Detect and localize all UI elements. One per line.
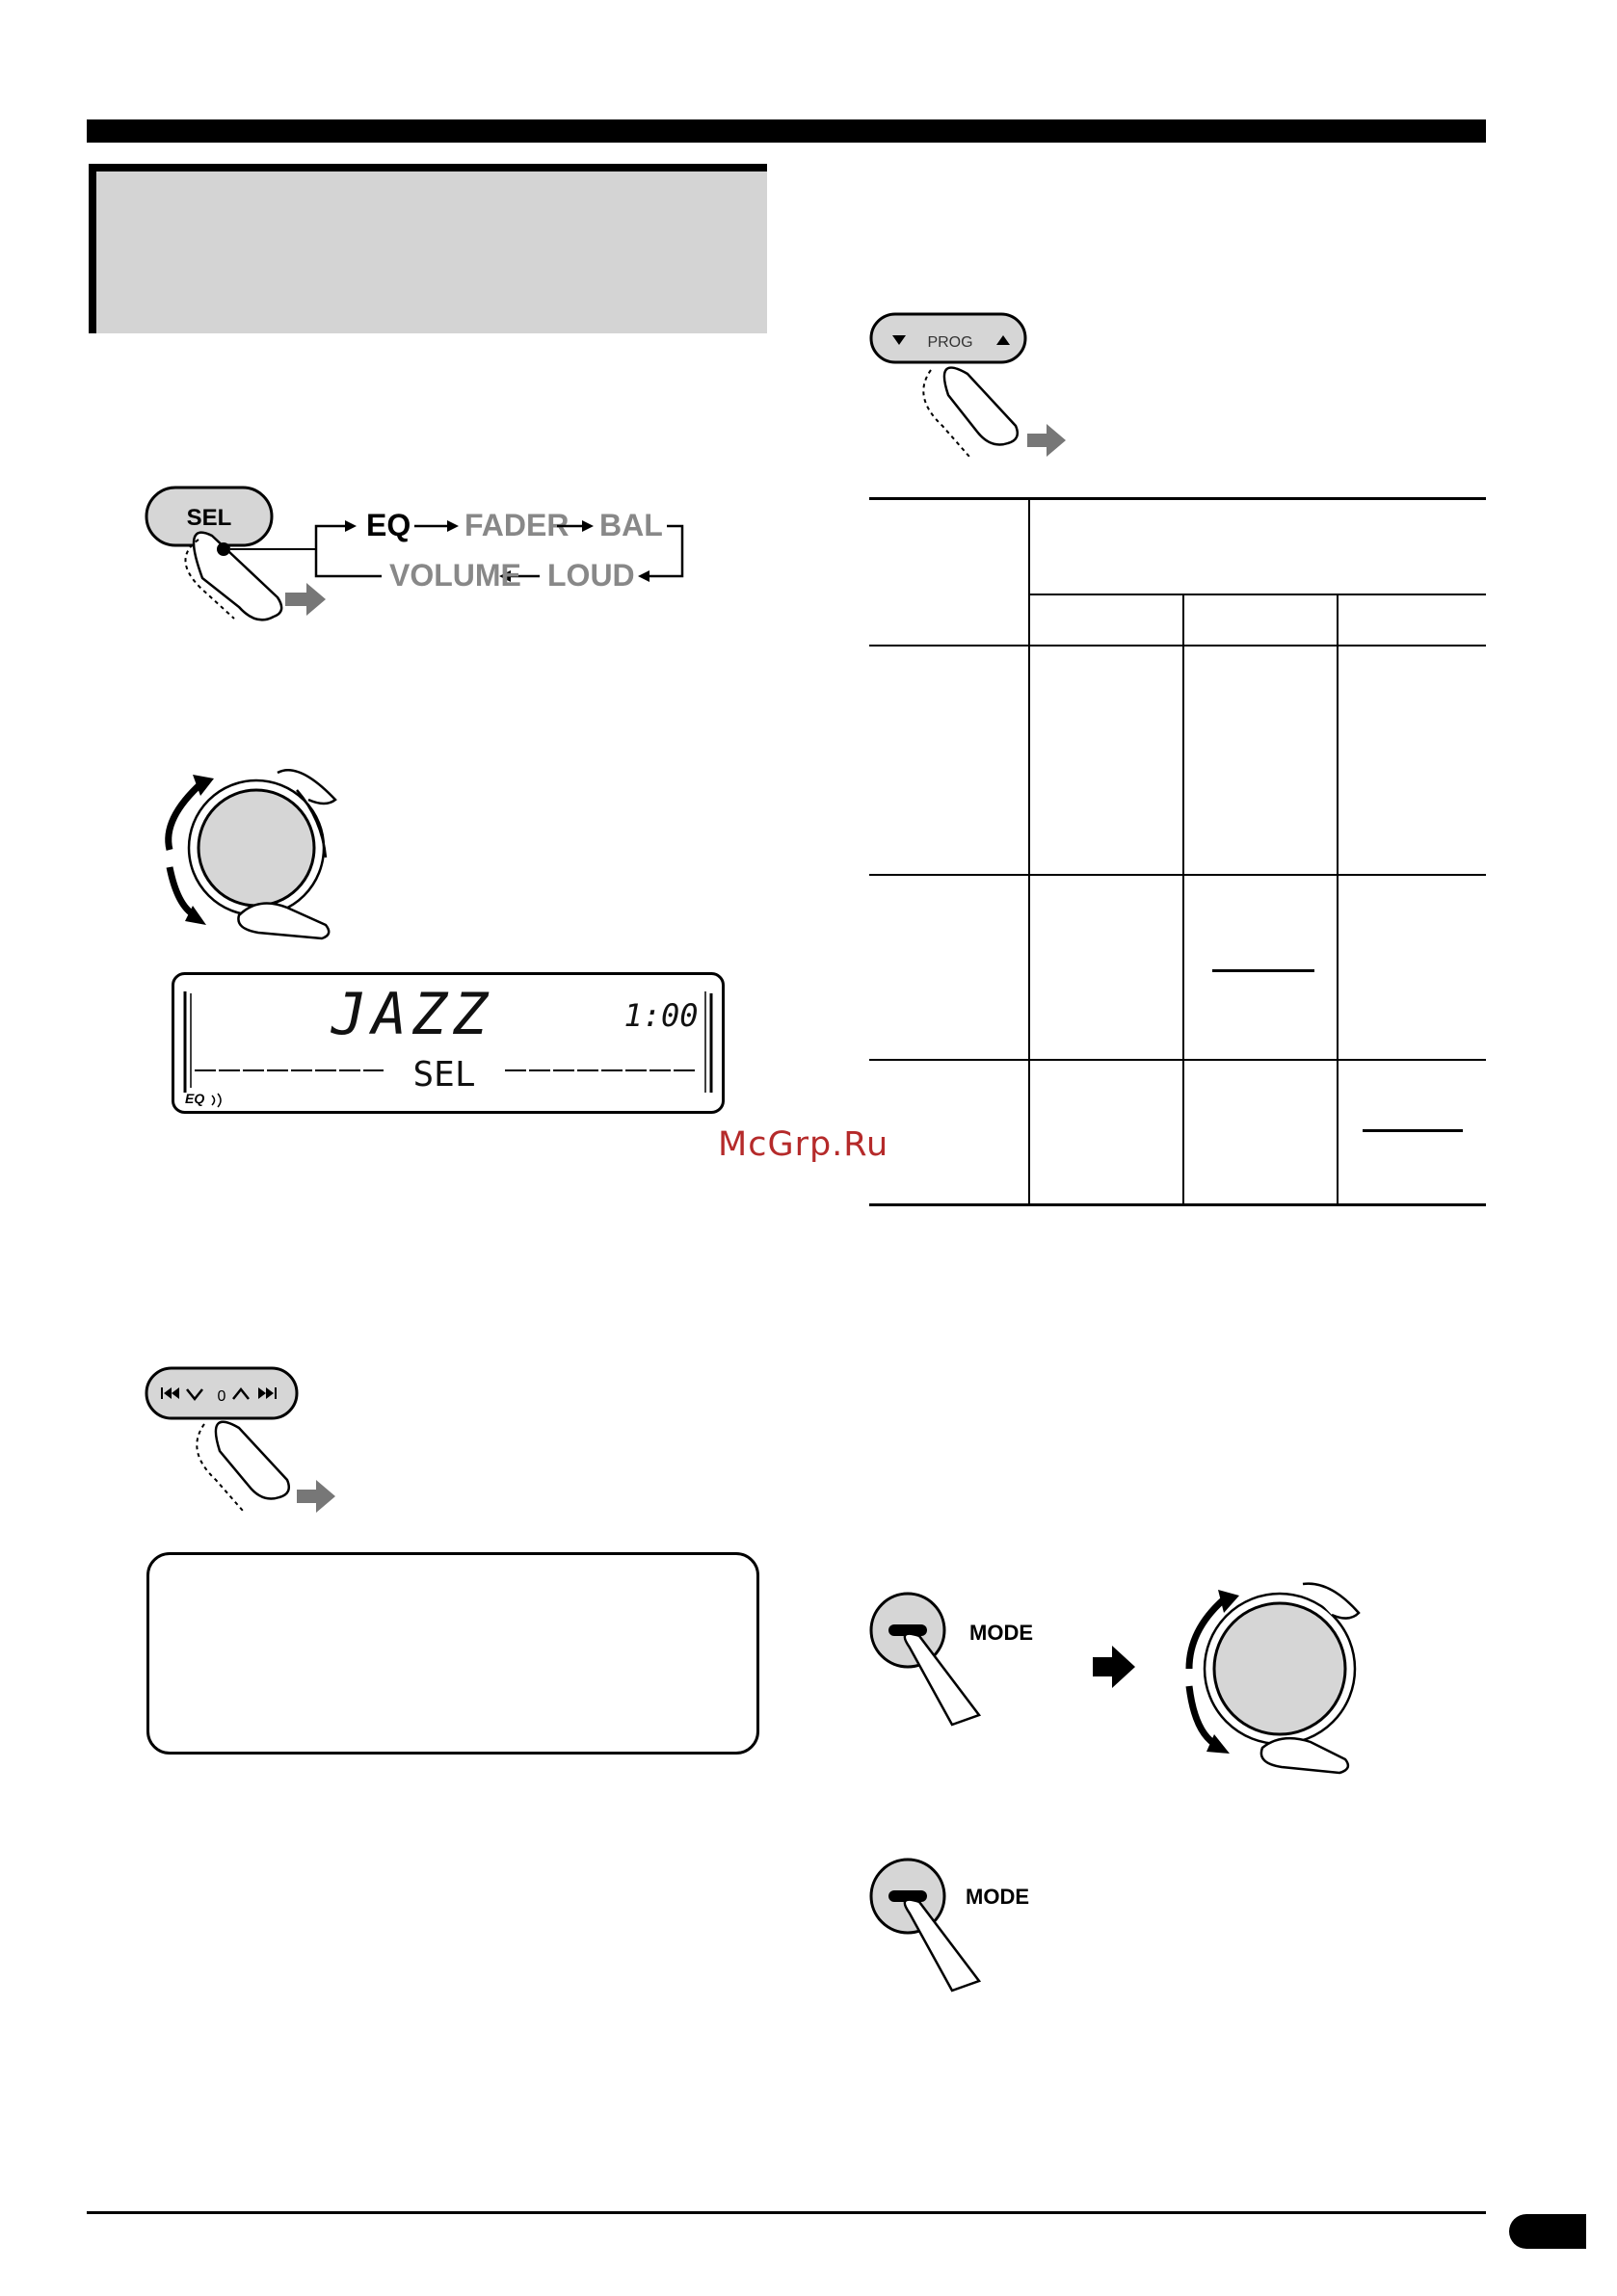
finger-icon xyxy=(238,904,329,939)
page-number-tab xyxy=(1509,2214,1586,2249)
volume-knob-diagram xyxy=(143,761,355,954)
bottom-rule xyxy=(87,2211,1486,2214)
finger-icon xyxy=(944,368,1018,445)
sel-flow-diagram xyxy=(143,482,702,626)
svg-text:0: 0 xyxy=(217,1388,226,1405)
mode-label-1: MODE xyxy=(969,1621,1033,1645)
svg-text:SEL: SEL xyxy=(186,505,232,531)
flow-fader: FADER xyxy=(464,508,570,542)
finger-icon xyxy=(905,1634,979,1725)
display-clock: 1:00 xyxy=(623,997,699,1034)
settings-table xyxy=(869,497,1486,1206)
control-dial[interactable] xyxy=(199,790,314,906)
notes-box xyxy=(146,1552,759,1755)
control-dial[interactable] xyxy=(1214,1603,1345,1734)
top-rule xyxy=(87,119,1486,143)
press-arrow-icon xyxy=(285,583,326,616)
section-title-box xyxy=(89,164,767,333)
display-sub-text: SEL xyxy=(412,1055,476,1095)
mode-knob-diagram xyxy=(867,1580,1407,1792)
flow-loud: LOUD xyxy=(547,558,635,593)
display-eq-indicator: EQ xyxy=(185,1091,205,1106)
lcd-display xyxy=(172,972,725,1114)
finger-icon xyxy=(216,1422,289,1499)
track-skip-button[interactable] xyxy=(146,1368,297,1418)
flow-eq: EQ xyxy=(366,508,411,542)
watermark: McGrp.Ru xyxy=(718,1125,889,1164)
flow-bal: BAL xyxy=(599,508,663,542)
flow-volume: VOLUME xyxy=(389,558,521,593)
finger-icon xyxy=(905,1900,979,1991)
finger-icon xyxy=(1261,1738,1348,1773)
press-arrow-icon xyxy=(1027,424,1066,457)
mode-button-diagram xyxy=(867,1850,1099,1994)
display-main-text: JAZZ xyxy=(331,981,494,1048)
press-arrow-icon xyxy=(297,1480,335,1513)
mode-label-2: MODE xyxy=(966,1885,1029,1909)
next-step-arrow-icon xyxy=(1093,1646,1135,1688)
prog-button[interactable] xyxy=(871,314,1025,362)
svg-text:PROG: PROG xyxy=(927,334,973,351)
track-button-diagram xyxy=(143,1364,355,1518)
prog-button-diagram xyxy=(867,310,1099,464)
